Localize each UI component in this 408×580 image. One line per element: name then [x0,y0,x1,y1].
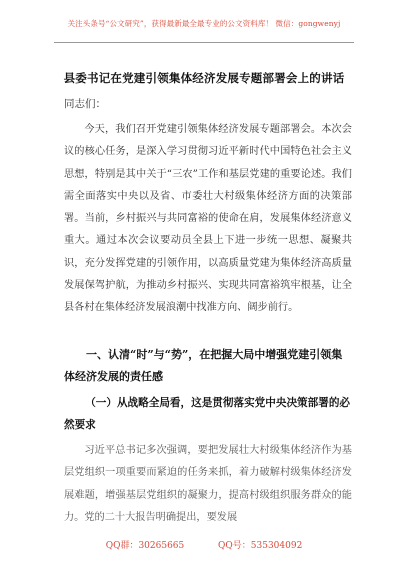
opening-paragraph: 今天，我们召开党建引领集体经济发展专题部署会。本次会议的核心任务，是深入学习贯彻习近平新时代中国特色社会主义思想，特别是其中关于“三农”工作和基层党建的重要论述。我们需全面落实中央以及省、市委壮大村级集体经济方面的决策部署。当前，乡村振兴与共同富裕的使命在肩，发展集体经济意义重大。通过本次会议要动员全县上下进一步统一思想、凝聚共识，充分发挥党建的引领作用，以高质量党建为集体经济高质量发展保驾护航，为推动乡村振兴、实现共同富裕筑牢根基，让全县各村在集体经济发展浪潮中找准方向、阔步前行。 [64,124,352,314]
body-paragraph-2: 习近平总书记多次强调，要把发展壮大村级集体经济作为基层党组织一项重要而紧迫的任务来抓，着力破解村级集体经济发展难题，增强基层党组织的凝聚力，提高村级组织服务群众的能力。党的二十大报告明确提出，要发展 [64,445,352,523]
header-note [0,18,408,29]
footer-qq-number: QQ号：535304092 [218,541,303,551]
header-wechat-id: gongwenyj [298,19,341,28]
section-heading-1: 一、认清“时”与“势”，在把握大局中增强党建引领集体经济发展的责任感 [64,348,343,383]
document-title: 县委书记在党建引领集体经济发展专题部署会上的讲话 [63,71,345,85]
header-wechat-label: 微信： [275,19,299,28]
salutation: 同志们： [64,98,106,110]
header-divider [54,42,354,43]
header-note-text: 关注头条号“公文研究”，获得最新最全最专业的公文资料库！ [67,19,274,28]
subsection-heading-1-1: （一）从战略全局看，这是贯彻落实党中央决策部署的必然要求 [64,397,351,431]
footer-contact [0,538,408,551]
footer-qq-group: QQ群：30265665 [105,541,185,551]
